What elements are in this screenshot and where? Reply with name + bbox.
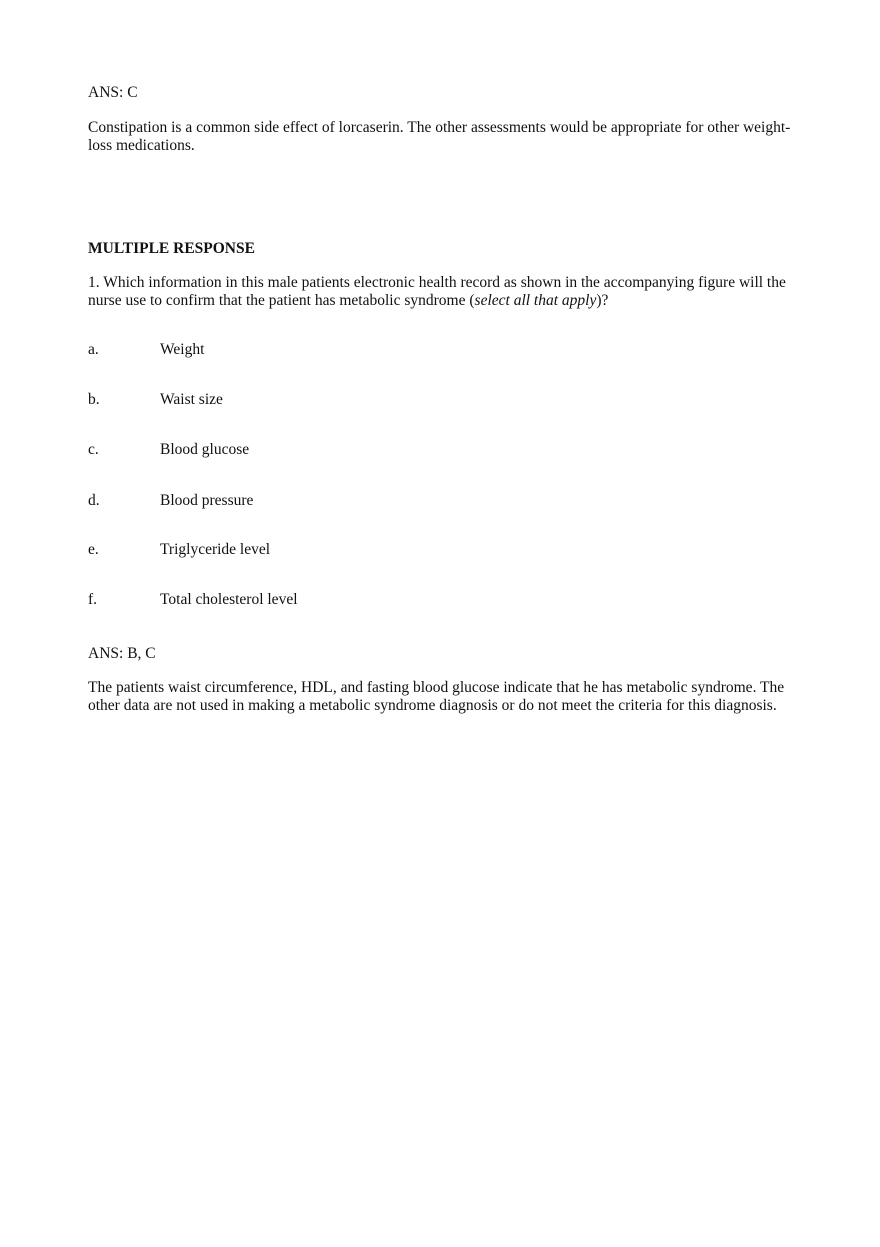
option-letter: e.	[88, 541, 99, 558]
answer-rationale: The patients waist circumference, HDL, and fasting blood glucose indicate that he has metabolic syndrome. The other data are not used in making a metabolic syndrome diagnosis or do not meet the criteria for this diagnosis.	[88, 679, 785, 714]
option-text: Blood glucose	[160, 441, 250, 458]
answer-label: ANS: B, C	[88, 645, 156, 662]
option-text: Waist size	[160, 391, 223, 408]
option-letter: a.	[88, 341, 99, 358]
question-instruction: select all that apply	[474, 291, 597, 309]
option-letter: b.	[88, 391, 100, 408]
question-text-start: 1. Which information in this male patients electronic health record as shown in the accompanying figure will the nurse use to confirm that the patient has metabolic syndrome (	[88, 274, 786, 309]
option-text: Weight	[160, 341, 205, 358]
previous-answer-label: ANS: C	[88, 84, 138, 101]
option-letter: d.	[88, 492, 100, 509]
option-text: Total cholesterol level	[160, 591, 298, 608]
question-text-end: )?	[596, 291, 609, 309]
previous-answer-rationale: Constipation is a common side effect of lorcaserin. The other assessments would be appropriate for other weight-loss medications.	[88, 119, 791, 154]
question-text	[88, 274, 793, 309]
section-heading: MULTIPLE RESPONSE	[88, 240, 255, 257]
option-text: Blood pressure	[160, 492, 254, 509]
option-letter: f.	[88, 591, 98, 608]
option-letter: c.	[88, 441, 99, 458]
option-text: Triglyceride level	[160, 541, 271, 558]
